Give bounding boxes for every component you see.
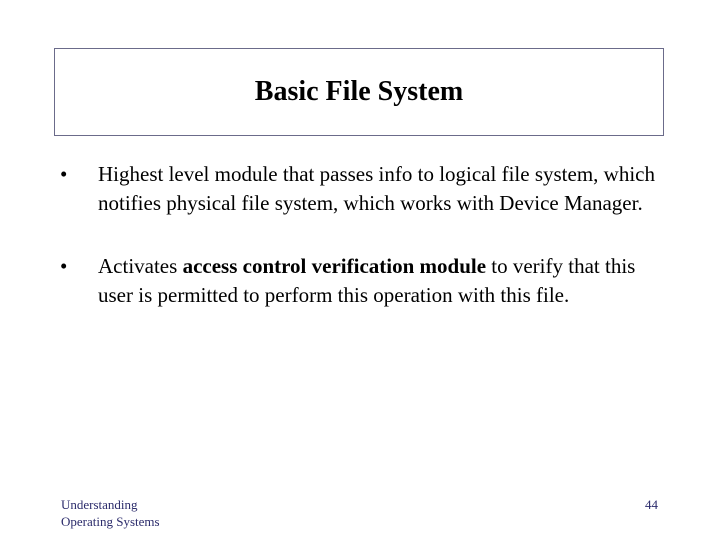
page-number: 44 bbox=[645, 497, 658, 512]
bullet-bold-term: access control verification module bbox=[182, 254, 487, 278]
bullet-item bbox=[56, 252, 656, 310]
footer-line-2: Operating Systems bbox=[61, 514, 160, 529]
footer-line-1: Understanding bbox=[61, 497, 138, 512]
bullet-text-segment: Highest level module that passes info to logical file system, which notifies physical file system, which works with Device Manager. bbox=[98, 162, 655, 215]
bullet-text-segment: Activates bbox=[98, 254, 183, 278]
bullet-item bbox=[56, 160, 656, 218]
bullet-text bbox=[98, 254, 635, 307]
title-box bbox=[54, 48, 664, 136]
bullet-dot-icon: • bbox=[60, 162, 68, 186]
footer-course-title bbox=[61, 496, 160, 530]
bullet-text bbox=[98, 162, 655, 215]
bullet-list bbox=[56, 160, 656, 344]
bullet-dot-icon: • bbox=[60, 254, 68, 278]
slide-title: Basic File System bbox=[254, 76, 464, 107]
bullet-text-segment: to verify that this user is permitted to perform this operation with this file. bbox=[98, 254, 636, 307]
